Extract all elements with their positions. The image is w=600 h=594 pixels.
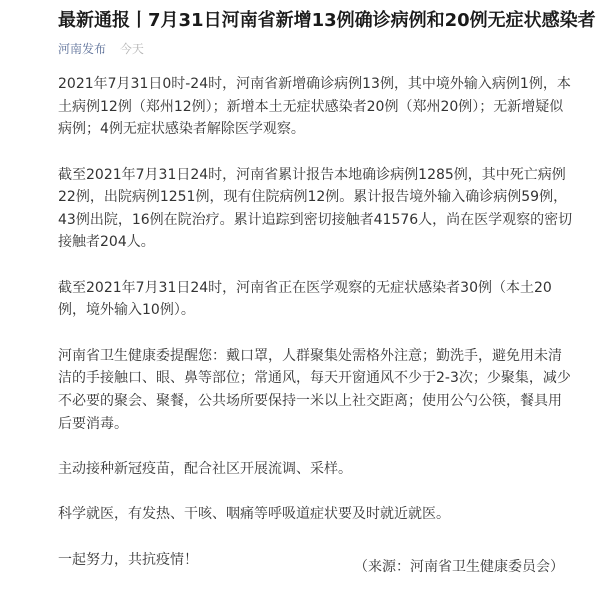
paragraph-1: 2021年7月31日0时-24时，河南省新增确诊病例13例，其中境外输入病例1例，本土病例12例（郑州12例）；新增本土无症状感染者20例（郑州20例）；无新增疑似病例；4例无症状感染者解除医学观察。 — [58, 76, 571, 138]
paragraph-5: 主动接种新冠疫苗，配合社区开展流调、采样。 — [58, 460, 352, 477]
paragraph-4: 河南省卫生健康委提醒您：戴口罩，人群聚集处需格外注意；勤洗手，避免用未清洁的手接触口、眼、鼻等部位；常通风，每天开窗通风不少于2-3次；少聚集，减少不必要的聚会、聚餐，公共场所要保持一米以上社交距离；使用公勺公筷，餐具用后要消毒。 — [58, 347, 571, 432]
paragraph-7: 一起努力，共抗疫情！ — [58, 551, 198, 568]
paragraph-2: 截至2021年7月31日24时，河南省累计报告本地确诊病例1285例，其中死亡病例22例，出院病例1251例，现有住院病例12例。累计报告境外输入确诊病例59例，43例出院，16例在院治疗。累计追踪到密切接触者41576人，尚在医学观察的密切接触者204人。 — [58, 166, 573, 251]
article-body — [58, 73, 573, 594]
source-link[interactable]: 河南发布 — [58, 42, 107, 56]
article-title: 最新通报丨7月31日河南省新增13例确诊病例和20例无症状感染者 — [58, 10, 596, 31]
source-footnote: （来源：河南省卫生健康委员会） — [354, 559, 564, 575]
article-meta — [58, 41, 144, 57]
publish-date: 今天 — [119, 42, 144, 56]
paragraph-6: 科学就医，有发热、干咳、咽痛等呼吸道症状要及时就近就医。 — [58, 506, 450, 523]
paragraph-3: 截至2021年7月31日24时，河南省正在医学观察的无症状感染者30例（本土20例，境外输入10例）。 — [58, 279, 552, 319]
